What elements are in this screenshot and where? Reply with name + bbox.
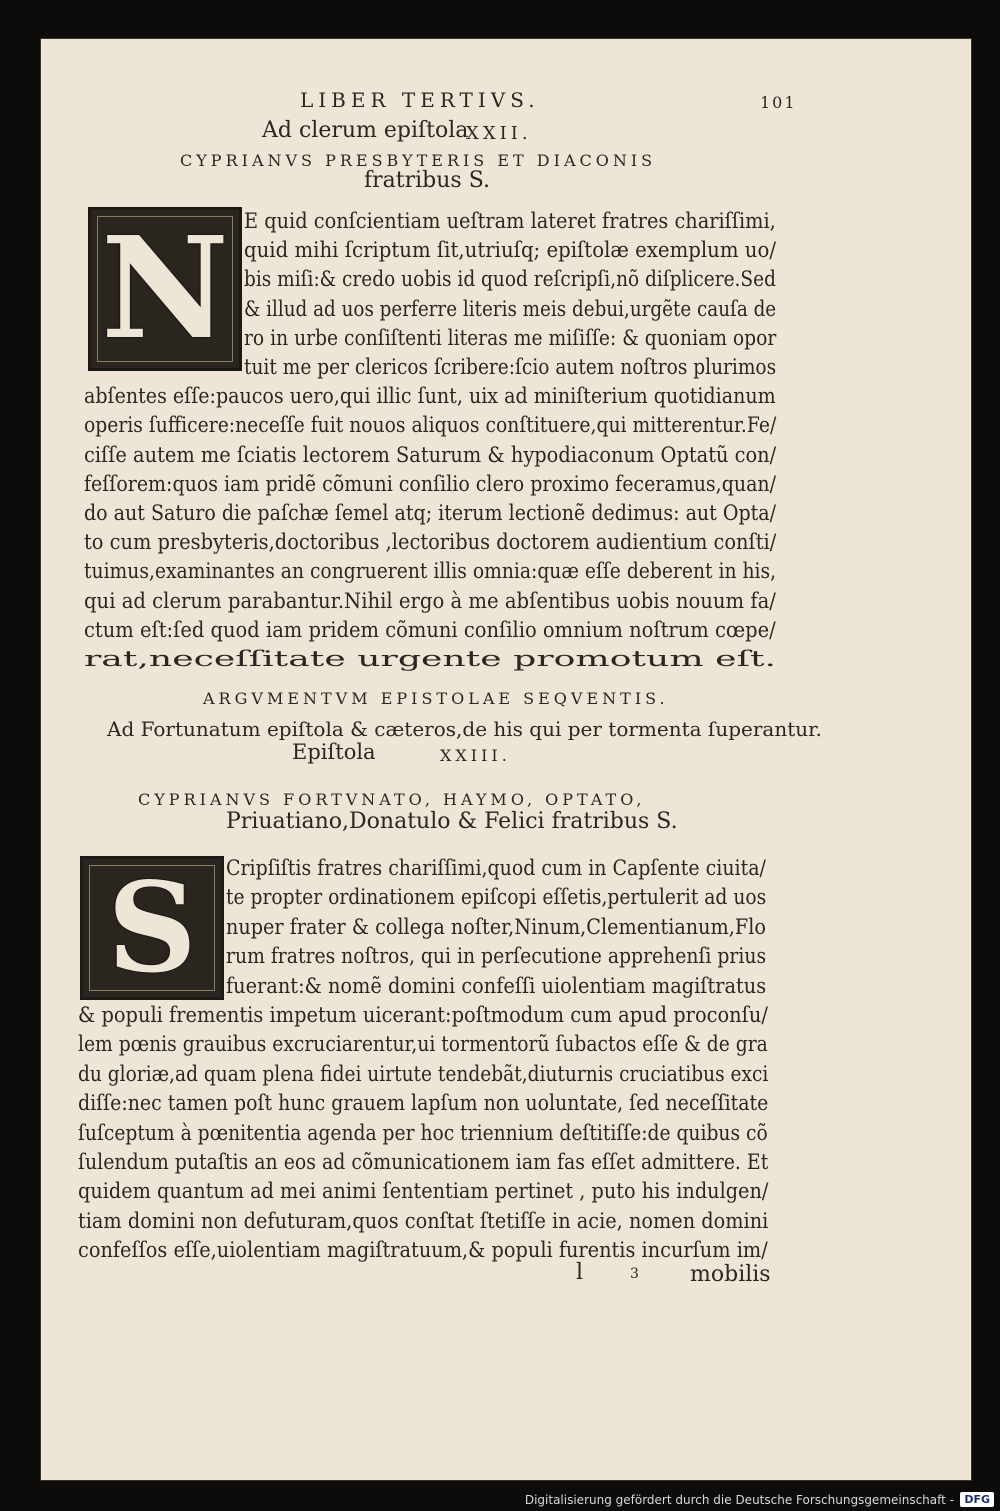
text-line: rum fratres noſtros, qui in perſecutione apprehenſi prius (226, 944, 767, 969)
folio-number: 101 (760, 93, 797, 112)
argument-heading: ARGVMENTVM EPISTOLAE SEQVENTIS. (203, 689, 669, 708)
running-head: LIBER TERTIVS. (300, 88, 540, 112)
epistle-23-salutation: CYPRIANVS FORTVNATO, HAYMO, OPTATO, (138, 790, 646, 809)
text-line: ſuſceptum à pœnitentia agenda per hoc triennium deſtitiſſe:de quibus cõ (78, 1120, 768, 1145)
epistle-22-title: Ad clerum epiſtola (262, 118, 469, 143)
epistle-23-salutation-2: Priuatiano,Donatulo & Felici fratribus S. (226, 809, 678, 834)
text-line: nuper frater & collega noſter,Ninum,Clementianum,Flo (226, 914, 766, 939)
text-line: ro in urbe conſiſtenti literas me miſiſſe: & quoniam opor (244, 325, 777, 350)
signature-number: 3 (630, 1266, 639, 1282)
signature-mark: l (576, 1260, 584, 1285)
text-line: tuit me per clericos ſcribere:ſcio autem noſtros plurimos (244, 355, 777, 379)
digitization-footer (0, 1490, 1000, 1511)
text-line: lem pœnis grauibus excruciarentur,ui tormentorũ ſubactos eſſe & de gra (78, 1032, 768, 1057)
text-line: & illud ad uos perferre literis meis debui,urgẽte cauſa de (244, 296, 777, 321)
text-line: & populi frementis impetum uicerant:poſtmodum cum apud proconſu/ (78, 1003, 768, 1027)
text-line: tuimus,examinantes an congruerent illis omnia:quæ eſſe deberent in his, (84, 559, 777, 584)
text-line: confeſſos eſſe,uiolentiam magiſtratuum,& populi furentis incurſum im/ (78, 1238, 768, 1263)
text-line: diſſe:nec tamen poſt hunc grauem lapſum non uoluntate, ſed neceſſitate (78, 1091, 769, 1116)
text-line: bis miſi:& credo uobis id quod reſcripſi,nõ diſplicere.Sed (244, 267, 776, 292)
text-line: ſulendum putaſtis an eos ad cõmunicationem iam fas eſſet admittere. Et (78, 1150, 769, 1174)
argument-text: Ad Fortunatum epiſtola & cæteros,de his qui per tormenta ſuperantur. (107, 717, 822, 741)
decorated-initial-n: N (88, 207, 242, 371)
decorated-initial-s: S (80, 856, 224, 1000)
epistle-22-salutation-2: fratribus S. (364, 168, 490, 193)
argument-number: XXIII. (440, 746, 511, 765)
text-line: feſſorem:quos iam pridẽ cõmuni conſilio clero proximo feceramus,quan/ (84, 471, 777, 496)
text-line: quid mihi ſcriptum ſit,utriuſq; epiſtolæ exemplum uo/ (244, 238, 776, 263)
text-line: Cripſiſtis fratres chariſſimi,quod cum in Capſente ciuita/ (226, 856, 766, 880)
text-line: abſentes eſſe:paucos uero,qui illic ſunt, uix ad miniſterium quotidianum (84, 384, 776, 409)
catchword: mobilis (690, 1262, 771, 1287)
text-line: do aut Saturo die paſchæ ſemel atq; iterum lectionẽ dedimus: aut Opta/ (84, 501, 777, 525)
text-line: ciſſe autem me ſciatis lectorem Saturum & hypodiaconum Optatũ con/ (84, 442, 777, 467)
text-line: tiam domini non defuturam,quos conſtat ſtetiſſe in acie, nomen domini (78, 1208, 769, 1233)
text-line: rat,neceſſitate urgente promotum eſt. (84, 647, 776, 671)
text-line: E quid conſcientiam ueſtram lateret fratres chariſſimi, (244, 209, 776, 233)
text-line: ctum eſt:ſed quod iam pridem cõmuni conſilio omnium noſtrum cœpe/ (84, 617, 776, 642)
epistle-22-number: XXII. (466, 123, 532, 144)
argument-label: Epiſtola (292, 740, 376, 764)
text-line: quidem quantum ad mei animi ſententiam pertinet , puto his indulgen/ (78, 1179, 769, 1204)
text-line: to cum presbyteris,doctoribus ,lectoribus doctorem audientium conſti/ (84, 530, 777, 555)
epistle-22-salutation: CYPRIANVS PRESBYTERIS ET DIACONIS (180, 151, 657, 170)
text-line: fuerant:& nomẽ domini confeſſi uiolentiam magiſtratus (226, 973, 767, 998)
text-line: qui ad clerum parabantur.Nihil ergo à me abſentibus uobis nouum fa/ (84, 588, 776, 613)
text-line: du gloriæ,ad quam plena fidei uirtute tendebãt,diuturnis cruciatibus exci (78, 1061, 769, 1086)
text-line: operis ſufficere:neceſſe fuit nouos aliquos conſtituere,qui mitterentur.Fe/ (84, 413, 777, 438)
footer-text: Digitalisierung gefördert durch die Deutsche Forschungsgemeinschaft - (524, 1493, 954, 1507)
dfg-logo: DFG (960, 1492, 994, 1507)
text-line: te propter ordinationem epiſcopi eſſetis,pertulerit ad uos (226, 885, 767, 910)
